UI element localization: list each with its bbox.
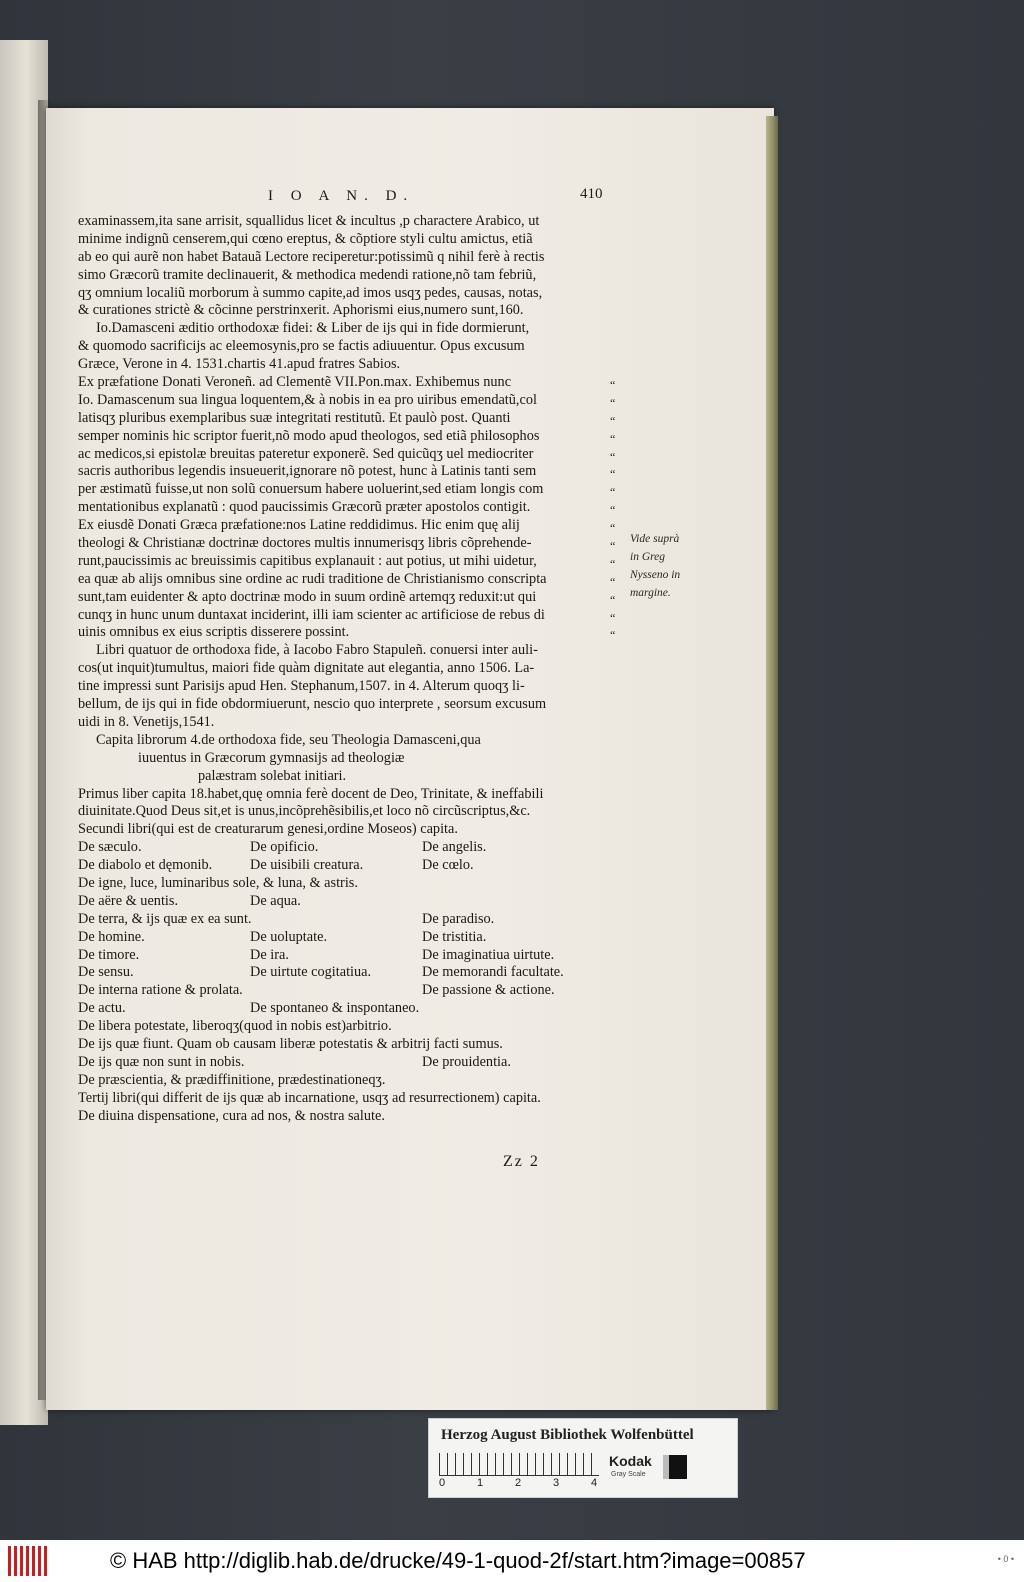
chapter-title: De ira. <box>250 946 289 963</box>
page-number: 410 <box>580 186 603 202</box>
text-line: ab eo qui aurẽ non habet Batauã Lectore reciperetur:potissimũ q nihil ferè à rectis <box>78 248 545 265</box>
text-line: cos(ut inquit)tumultus, maiori fide quàm dignitate aut elegantia, anno 1506. La- <box>78 660 535 677</box>
margin-note-line: margine. <box>630 587 671 599</box>
chapter-title: Tertij libri(qui differit de ijs quæ ab incarnatione, usqʒ ad resurrectionem) capita. <box>78 1089 541 1106</box>
library-name: Herzog August Bibliothek Wolfenbüttel <box>441 1427 694 1443</box>
quotation-mark: “ <box>610 449 616 464</box>
kodak-brand: Kodak <box>609 1453 652 1469</box>
quotation-mark: “ <box>610 413 616 428</box>
chapter-title: De paradiso. <box>422 910 495 927</box>
chapter-row <box>78 1036 618 1054</box>
ruler-number: 2 <box>515 1477 522 1489</box>
text-line: Græce, Verone in 4. 1531.chartis 41.apud fratres Sabios. <box>78 356 401 373</box>
quotation-mark: “ <box>610 628 616 643</box>
footer-url[interactable]: © HAB http://diglib.hab.de/drucke/49-1-quod-2f/start.htm?image=00857 <box>110 1548 806 1573</box>
ruler-number: 0 <box>439 1477 446 1489</box>
text-line: runt,paucissimis ac breuissimis capitibus explanauit : aut potius, ut mihi uidetur, <box>78 552 537 569</box>
chapter-title: De præscientia, & prædiffinitione, prædestinationeqʒ. <box>78 1071 386 1088</box>
text-line: Capita librorum 4.de orthodoxa fide, seu Theologia Damasceni,qua <box>96 731 481 748</box>
chapter-title: De libera potestate, liberoqʒ(quod in nobis est)arbitrio. <box>78 1018 392 1035</box>
chapter-title: De timore. <box>78 946 140 963</box>
text-line: bellum, de ijs qui in fide obdormiuerunt, nescio quo interprete , seorsum excusum <box>78 696 547 713</box>
text-line: Libri quatuor de orthodoxa fide, à Iacobo Fabro Stapuleñ. conuersi inter auli- <box>96 642 538 659</box>
chapter-row <box>78 1000 618 1018</box>
text-line: iuuentus in Græcorum gymnasijs ad theologiæ <box>138 749 405 766</box>
quotation-mark: “ <box>610 503 616 518</box>
text-line: Ex præfatione Donati Veroneñ. ad Clementẽ VII.Pon.max. Exhibemus nunc <box>78 374 512 391</box>
scale-ruler <box>439 1453 599 1476</box>
text-line: minime indignũ censerem,qui cœno ereptus, & cõptiore styli cultu amictus, etiã <box>78 230 533 247</box>
text-line: per æstimatũ fuisse,ut non solũ conuersum habere uoluerint,sed etiam longis com <box>78 481 544 498</box>
chapter-row <box>78 929 618 947</box>
signature-mark: Zz 2 <box>503 1153 540 1170</box>
chapter-title: De uoluptate. <box>250 928 328 945</box>
library-label-card <box>428 1418 738 1498</box>
chapter-title: De terra, & ijs quæ ex ea sunt. <box>78 910 252 927</box>
chapter-title: De interna ratione & prolata. <box>78 982 243 999</box>
text-line: examinassem,ita sane arrisit, squallidus licet & incultus ,p charactere Arabico, ut <box>78 213 540 229</box>
text-line: tine impressi sunt Parisijs apud Hen. Stephanum,1507. in 4. Alterum quoqʒ li- <box>78 678 525 695</box>
quotation-mark: “ <box>610 592 616 607</box>
footer-right-mark: • 0 • <box>997 1554 1014 1564</box>
quotation-mark: “ <box>610 556 616 571</box>
chapter-title: De passione & actione. <box>422 982 555 999</box>
main-text-block <box>78 213 618 1125</box>
running-head: I O A N. D. <box>268 188 415 204</box>
chapter-title: De memorandi facultate. <box>422 964 564 981</box>
text-line: diuinitate.Quod Deus sit,et is unus,incõprehẽsibilis,et loco nõ circũscriptus,&c. <box>78 803 531 820</box>
quotation-marks-column <box>610 377 630 645</box>
chapter-row <box>78 1090 618 1108</box>
chapter-title: De ijs quæ non sunt in nobis. <box>78 1053 245 1070</box>
text-line: uidi in 8. Venetijs,1541. <box>78 713 215 730</box>
text-line: ac medicos,si epistolæ breuitas pateretur exponerẽ. Sed quicũqʒ uel mediocriter <box>78 445 534 462</box>
chapter-row <box>78 875 618 893</box>
chapter-title: De spontaneo & inspontaneo. <box>250 1000 420 1017</box>
footer-bar <box>0 1540 1024 1582</box>
text-line: Primus liber capita 18.habet,quę omnia ferè docent de Deo, Trinitate, & ineffabili <box>78 785 544 802</box>
margin-note <box>630 530 700 602</box>
text-line: qʒ omnium localiũ morborum à summo capite,ad imos usqʒ pedes, causas, notas, <box>78 284 543 301</box>
chapter-title: De diuina dispensatione, cura ad nos, & nostra salute. <box>78 1107 385 1124</box>
margin-note-line: Vide suprà <box>630 533 680 545</box>
quotation-mark: “ <box>610 485 616 500</box>
quotation-mark: “ <box>610 395 616 410</box>
chapter-title: De homine. <box>78 928 145 945</box>
text-line: semper nominis hic scriptor fuerit,nõ modo apud theologos, sed etiã philosophos <box>78 427 540 444</box>
chapter-title: De opificio. <box>250 839 319 856</box>
chapter-title: De sensu. <box>78 964 134 981</box>
text-line: Io.Damasceni æditio orthodoxæ fidei: & Liber de ijs qui in fide dormierunt, <box>96 320 530 337</box>
chapter-title: De uisibili creatura. <box>250 857 364 874</box>
chapter-row <box>78 1018 618 1036</box>
chapter-title: De cœlo. <box>422 857 474 874</box>
text-line: latisqʒ pluribus exemplaribus suæ integritati restitutũ. Et paulò post. Quanti <box>78 409 511 426</box>
chapter-row <box>78 982 618 1000</box>
ruler-number: 3 <box>553 1477 560 1489</box>
margin-note-line: Nysseno in <box>630 569 681 581</box>
chapter-title: De imaginatiua uirtute. <box>422 946 555 963</box>
quotation-mark: “ <box>610 521 616 536</box>
chapter-title: De uirtute cogitatiua. <box>250 964 372 981</box>
quotation-mark: “ <box>610 467 616 482</box>
text-line: uinis omnibus ex eius scriptis disserere possint. <box>78 624 350 641</box>
quotation-mark: “ <box>610 378 616 392</box>
chapter-row <box>78 964 618 982</box>
ruler-number: 1 <box>477 1477 484 1489</box>
text-line: Io. Damascenum sua lingua loquentem,& à nobis in ea pro uiribus emendatũ,col <box>78 391 537 408</box>
chapter-title: De angelis. <box>422 839 487 856</box>
text-line: & curationes strictè & cõcinne perstrinxerit. Aphorismi eius,numero sunt,160. <box>78 302 524 319</box>
chapter-title: De aëre & uentis. <box>78 892 179 909</box>
page-fore-edge <box>766 116 778 1410</box>
quotation-mark: “ <box>610 539 616 554</box>
text-line: simo Græcorũ tramite declinauerit, & methodica medendi ratione,nõ tam febriũ, <box>78 266 537 283</box>
quotation-mark: “ <box>610 431 616 446</box>
quotation-mark: “ <box>610 574 616 589</box>
text-line: theologi & Christianæ doctrinæ doctores multis innumerisqʒ libris cõprehende- <box>78 535 532 552</box>
text-line: & quomodo sacrificijs ac eleemosynis,pro se factis adiuuentur. Opus excusum <box>78 338 525 355</box>
text-line: mentationibus explanatũ : quod paucissimis Græcorũ præter apostolos contigit. <box>78 499 531 516</box>
gray-scale-patch <box>663 1455 687 1479</box>
quotation-mark: “ <box>610 610 616 625</box>
text-line: ea quæ ab alijs omnibus sine ordine ac rudi traditione de Christianismo conscripta <box>78 570 547 587</box>
text-line: Secundi libri(qui est de creaturarum genesi,ordine Moseos) capita. <box>78 821 458 838</box>
chapter-title: De aqua. <box>250 892 301 909</box>
kodak-gray-scale-label: Gray Scale <box>611 1471 646 1478</box>
chapter-row <box>78 893 618 911</box>
chapter-title: De prouidentia. <box>422 1053 511 1070</box>
chapter-title: De sæculo. <box>78 839 142 856</box>
text-line: sacris authoribus legendis insueuerit,ignorare nõ potest, hunc à Latinis tanti sem <box>78 463 537 480</box>
text-line: sunt,tam euidenter & apto doctrinæ modo in suum ordinẽ artemqʒ reduxit:ut qui <box>78 588 537 605</box>
chapter-row <box>78 1054 618 1072</box>
chapter-title: De ijs quæ fiunt. Quam ob causam liberæ potestatis & arbitrij facti sumus. <box>78 1035 503 1052</box>
chapter-row <box>78 839 618 857</box>
text-line: palæstram solebat initiari. <box>198 767 347 784</box>
chapter-row <box>78 857 618 875</box>
chapter-row <box>78 1072 618 1090</box>
chapter-title: De actu. <box>78 1000 126 1017</box>
hab-logo-icon <box>8 1546 48 1576</box>
chapter-title: De diabolo et dęmonib. <box>78 857 213 874</box>
chapter-title: De igne, luce, luminaribus sole, & luna, & astris. <box>78 874 358 891</box>
text-line: cunqʒ in hunc unum duntaxat inciderint, illi iam scienter ac artificiose de rebus di <box>78 606 545 623</box>
margin-note-line: in Greg <box>630 551 666 563</box>
chapter-title: De tristitia. <box>422 928 487 945</box>
chapter-row <box>78 947 618 965</box>
ruler-number: 4 <box>591 1477 598 1489</box>
chapter-row <box>78 911 618 929</box>
text-line: Ex eiusdẽ Donati Græca præfatione:nos Latine reddidimus. Hic enim quę alij <box>78 517 520 534</box>
chapter-row <box>78 1108 618 1126</box>
